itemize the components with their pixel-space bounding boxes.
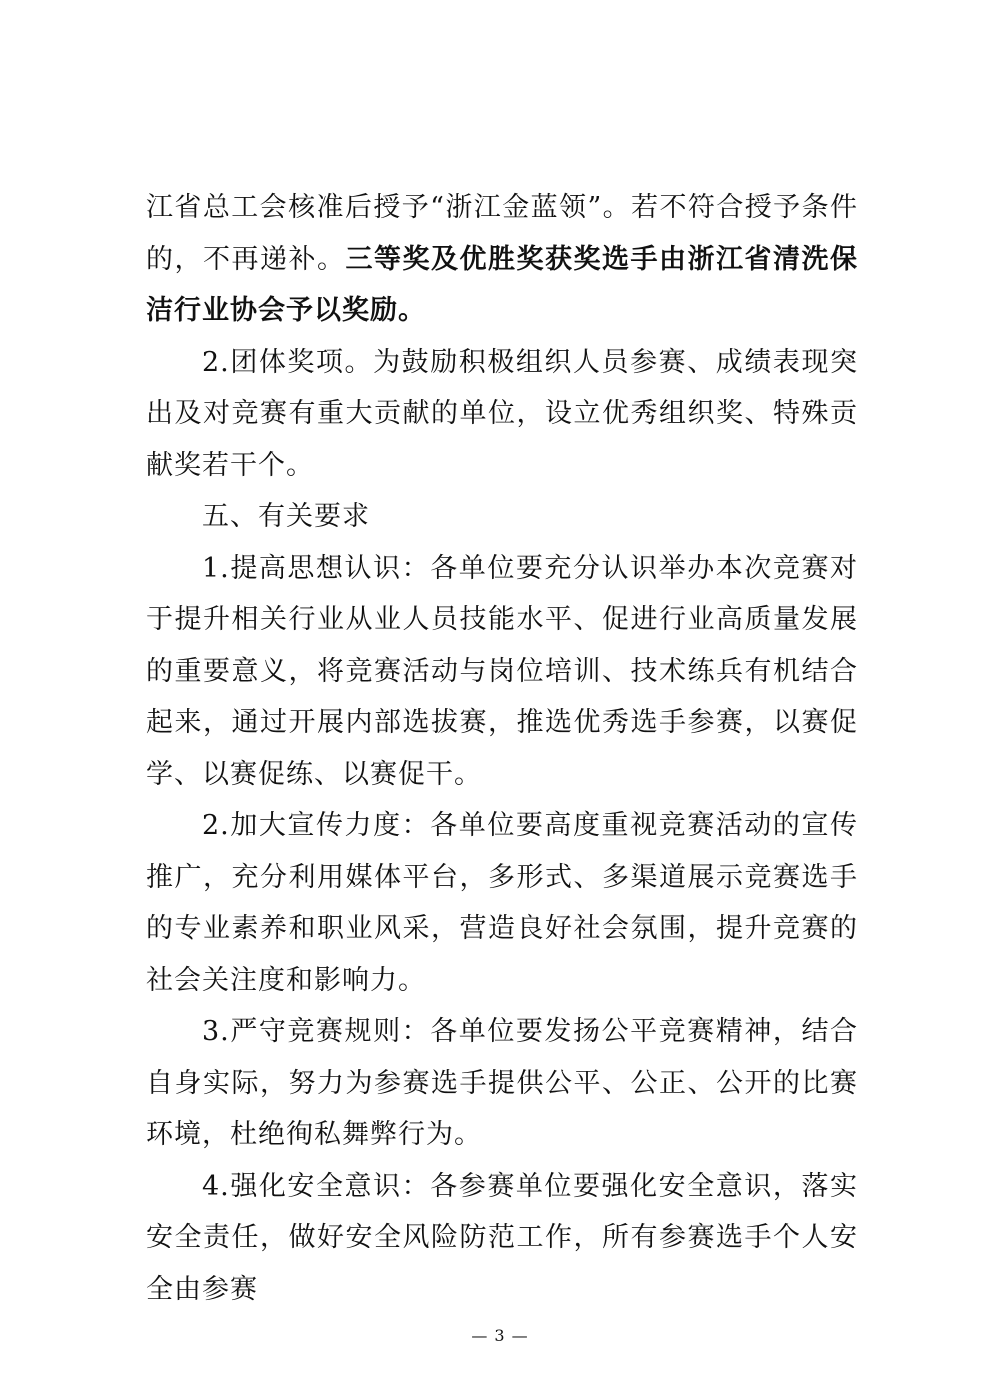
paragraph-requirement-1: 1.提高思想认识：各单位要充分认识举办本次竞赛对于提升相关行业从业人员技能水平、促进行业高质量发展的重要意义，将竞赛活动与岗位培训、技术练兵有机结合起来，通过开展内部选拔赛，推选优秀选手参赛，以赛促学、以赛促练、以赛促干。: [146, 552, 858, 790]
section-heading-requirements: 五、有关要求: [202, 501, 370, 532]
paragraph-requirement-3: 3.严守竞赛规则：各单位要发扬公平竞赛精神，结合自身实际，努力为参赛选手提供公平、公正、公开的比赛环境，杜绝徇私舞弊行为。: [146, 1016, 858, 1150]
page-number: — 3 —: [471, 1326, 529, 1345]
award-bold-text: 三等奖及优胜奖获奖选手由浙江省清洗保洁行业协会予以奖励。: [146, 243, 858, 326]
award-text: 江省总工会核准后授予“浙江金蓝领”。若不符合授予条件的，不再递补。: [146, 192, 858, 275]
paragraph-award-continuation: [146, 182, 858, 337]
body-text: [146, 182, 858, 1315]
paragraph-requirement-2: 2.加大宣传力度：各单位要高度重视竞赛活动的宣传推广，充分利用媒体平台，多形式、多渠道展示竞赛选手的专业素养和职业风采，营造良好社会氛围，提升竞赛的社会关注度和影响力。: [146, 810, 858, 996]
paragraph-team-award: 2.团体奖项。为鼓励积极组织人员参赛、成绩表现突出及对竞赛有重大贡献的单位，设立优秀组织奖、特殊贡献奖若干个。: [146, 346, 858, 481]
paragraph-requirement-4: 4.强化安全意识：各参赛单位要强化安全意识，落实安全责任，做好安全风险防范工作，所有参赛选手个人安全由参赛: [146, 1170, 858, 1305]
